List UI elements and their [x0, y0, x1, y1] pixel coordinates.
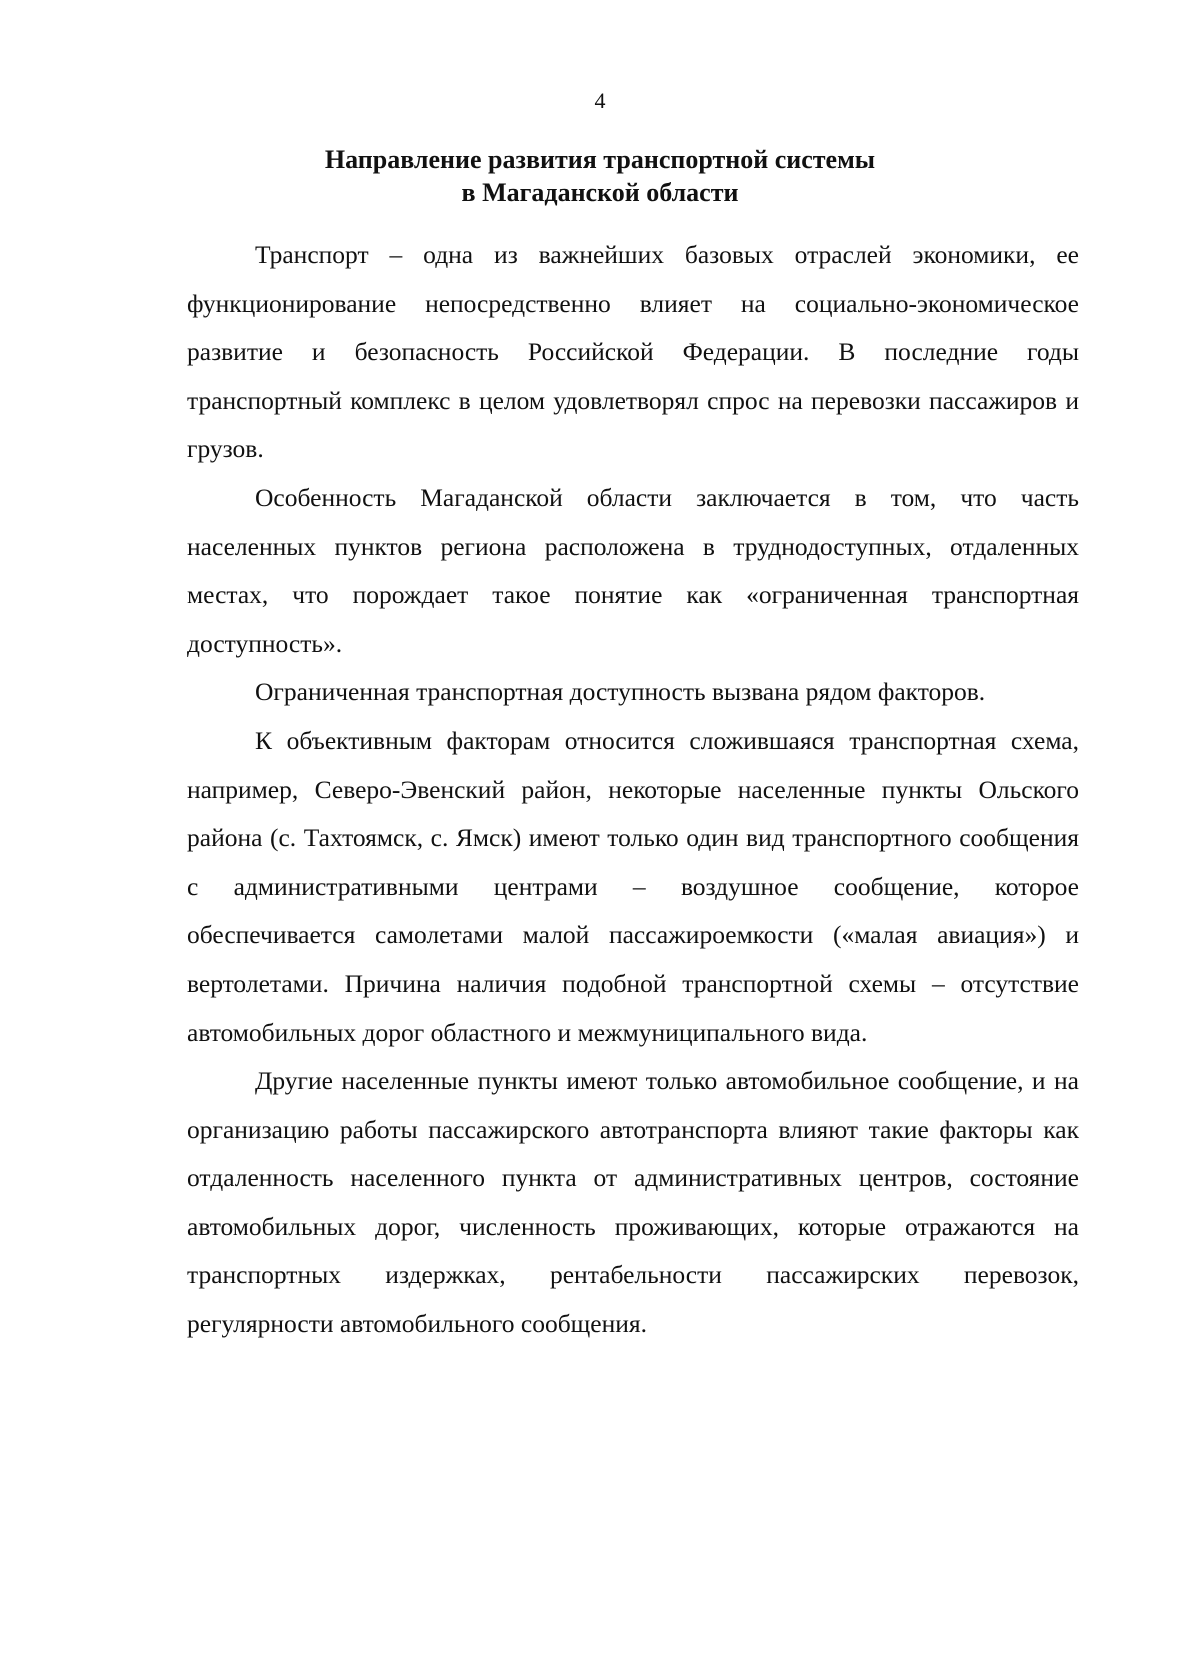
document-title-line-1: Направление развития транспортной системы [324, 145, 876, 174]
paragraph: Транспорт – одна из важнейших базовых отраслей экономики, ее функционирование непосредственно влияет на социально-экономическое развитие и безопасность Российской Федерации. В последние годы транспортный комплекс в целом удовлетворял спрос на перевозки пассажиров и грузов. [187, 240, 1079, 464]
document-body [187, 231, 1079, 1349]
document-title-line-2: в Магаданской области [461, 178, 739, 207]
paragraph: Особенность Магаданской области заключается в том, что часть населенных пунктов региона расположена в труднодоступных, отдаленных местах, что порождает такое понятие как «ограниченная транспортная доступность». [187, 482, 1079, 658]
document-title [0, 143, 1200, 209]
paragraph: Другие населенные пункты имеют только автомобильное сообщение, и на организацию работы пассажирского автотранспорта влияют такие факторы как отдаленность населенного пункта от административных центров, состояние автомобильных дорог, численность проживающих, которые отражаются на транспортных издержках, рентабельности пассажирских перевозок, регулярности автомобильного сообщения. [187, 1066, 1079, 1339]
page-number: 4 [594, 88, 606, 113]
paragraph: К объективным факторам относится сложившаяся транспортная схема, например, Северо-Эвенский район, некоторые населенные пункты Ольского района (с. Тахтоямск, с. Ямск) имеют только один вид транспортного сообщения с административными центрами – воздушное сообщение, которое обеспечивается самолетами малой пассажироемкости («малая авиация») и вертолетами. Причина наличия подобной транспортной схемы – отсутствие автомобильных дорог областного и межмуниципального вида. [187, 725, 1079, 1047]
paragraph: Ограниченная транспортная доступность вызвана рядом факторов. [255, 677, 986, 707]
